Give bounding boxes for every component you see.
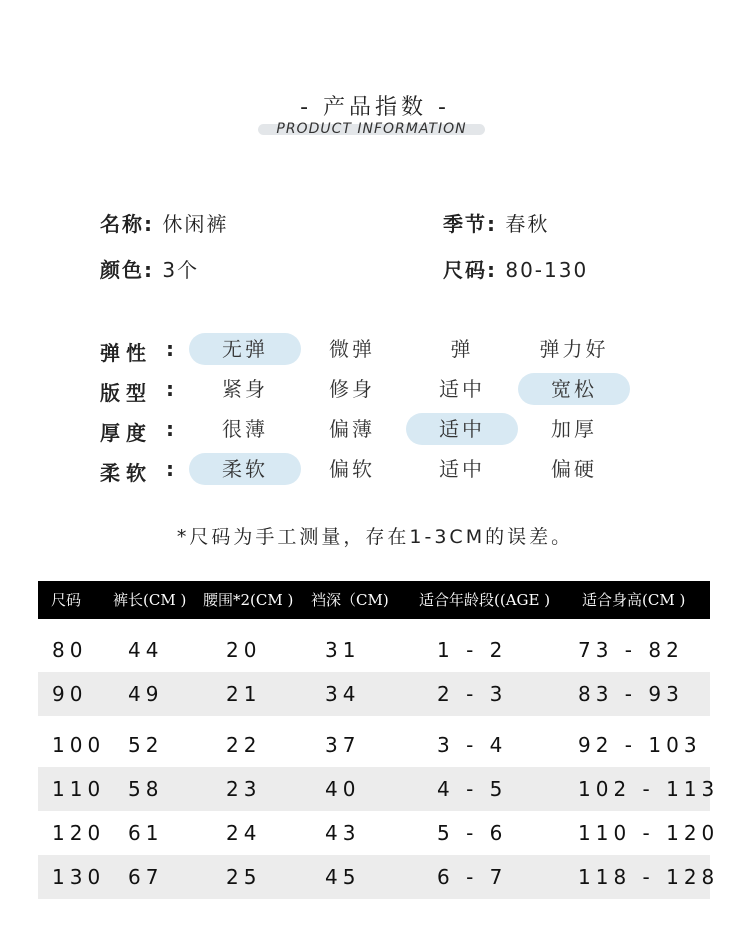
table-header-cell: 尺码: [51, 591, 82, 609]
info-color: [100, 254, 199, 283]
attribute-colon: :: [166, 417, 180, 441]
attribute-option-selected: 无弹: [189, 333, 301, 365]
info-color-label: 颜色:: [100, 258, 154, 282]
table-cell: 52: [128, 733, 164, 757]
info-name-value: 休闲裤: [162, 212, 229, 236]
table-cell: 92 - 103: [578, 733, 702, 757]
attribute-option: 微弹: [329, 337, 375, 361]
attribute-colon: :: [166, 377, 180, 401]
table-cell: 25: [226, 865, 262, 889]
info-size-label: 尺码:: [443, 258, 497, 282]
table-cell: 45: [325, 865, 361, 889]
table-cell: 3 - 4: [437, 733, 508, 757]
table-cell: 20: [226, 638, 262, 662]
attribute-option: 很薄: [222, 417, 268, 441]
table-cell: 40: [325, 777, 361, 801]
table-cell: 110 - 120: [578, 821, 720, 845]
table-cell: 90: [52, 682, 88, 706]
page-title: - 产品指数 -: [300, 95, 450, 120]
table-cell: 43: [325, 821, 361, 845]
table-cell: 2 - 3: [437, 682, 508, 706]
table-cell: 44: [128, 638, 164, 662]
table-cell: 34: [325, 682, 361, 706]
table-cell: 100: [52, 733, 106, 757]
table-cell: 4 - 5: [437, 777, 508, 801]
attribute-option: 紧身: [222, 377, 268, 401]
table-header-cell: 适合年龄段((AGE ): [419, 591, 551, 609]
info-size-value: 80-130: [505, 258, 589, 282]
attribute-colon: :: [166, 457, 180, 481]
info-season: [443, 208, 549, 237]
attribute-option-selected: 适中: [406, 413, 518, 445]
attribute-option: 偏软: [329, 457, 375, 481]
attribute-label: 厚度: [100, 421, 152, 445]
table-cell: 120: [52, 821, 106, 845]
table-cell: 110: [52, 777, 106, 801]
table-cell: 80: [52, 638, 88, 662]
table-cell: 49: [128, 682, 164, 706]
table-cell: 73 - 82: [578, 638, 684, 662]
attribute-colon: :: [166, 337, 180, 361]
attribute-option: 适中: [439, 457, 485, 481]
attribute-option: 偏薄: [329, 417, 375, 441]
page-subtitle: PRODUCT INFORMATION: [276, 121, 467, 137]
table-cell: 22: [226, 733, 262, 757]
table-header-cell: 适合身高(CM ): [582, 591, 686, 609]
info-color-value: 3个: [162, 258, 200, 282]
attribute-option: 偏硬: [551, 457, 597, 481]
measurement-note: *尺码为手工测量，存在1-3CM的误差。: [176, 526, 574, 548]
table-cell: 83 - 93: [578, 682, 684, 706]
attribute-option-selected: 柔软: [189, 453, 301, 485]
attribute-option-selected: 宽松: [518, 373, 630, 405]
table-header-cell: 腰围*2(CM ): [203, 591, 294, 609]
attribute-option: 加厚: [551, 417, 597, 441]
attribute-option: 修身: [329, 377, 375, 401]
table-cell: 21: [226, 682, 262, 706]
info-season-value: 春秋: [505, 212, 550, 236]
table-cell: 61: [128, 821, 164, 845]
info-name: [100, 208, 228, 237]
attribute-option: 适中: [439, 377, 485, 401]
attribute-label: 版型: [100, 381, 152, 405]
info-name-label: 名称:: [100, 212, 154, 236]
table-cell: 102 - 113: [578, 777, 720, 801]
attribute-label: 柔软: [100, 461, 152, 485]
table-cell: 5 - 6: [437, 821, 508, 845]
info-size: [443, 254, 588, 283]
info-season-label: 季节:: [443, 212, 497, 236]
table-cell: 24: [226, 821, 262, 845]
table-header-cell: 裆深（CM): [311, 591, 389, 609]
table-cell: 31: [325, 638, 361, 662]
attribute-option: 弹力好: [539, 337, 609, 361]
table-cell: 130: [52, 865, 106, 889]
table-cell: 58: [128, 777, 164, 801]
attribute-option: 弹: [450, 337, 474, 361]
table-cell: 37: [325, 733, 361, 757]
table-cell: 23: [226, 777, 262, 801]
table-cell: 118 - 128: [578, 865, 720, 889]
table-cell: 6 - 7: [437, 865, 508, 889]
table-header-cell: 裤长(CM ): [113, 591, 187, 609]
attribute-label: 弹性: [100, 341, 152, 365]
table-cell: 67: [128, 865, 164, 889]
table-cell: 1 - 2: [437, 638, 508, 662]
